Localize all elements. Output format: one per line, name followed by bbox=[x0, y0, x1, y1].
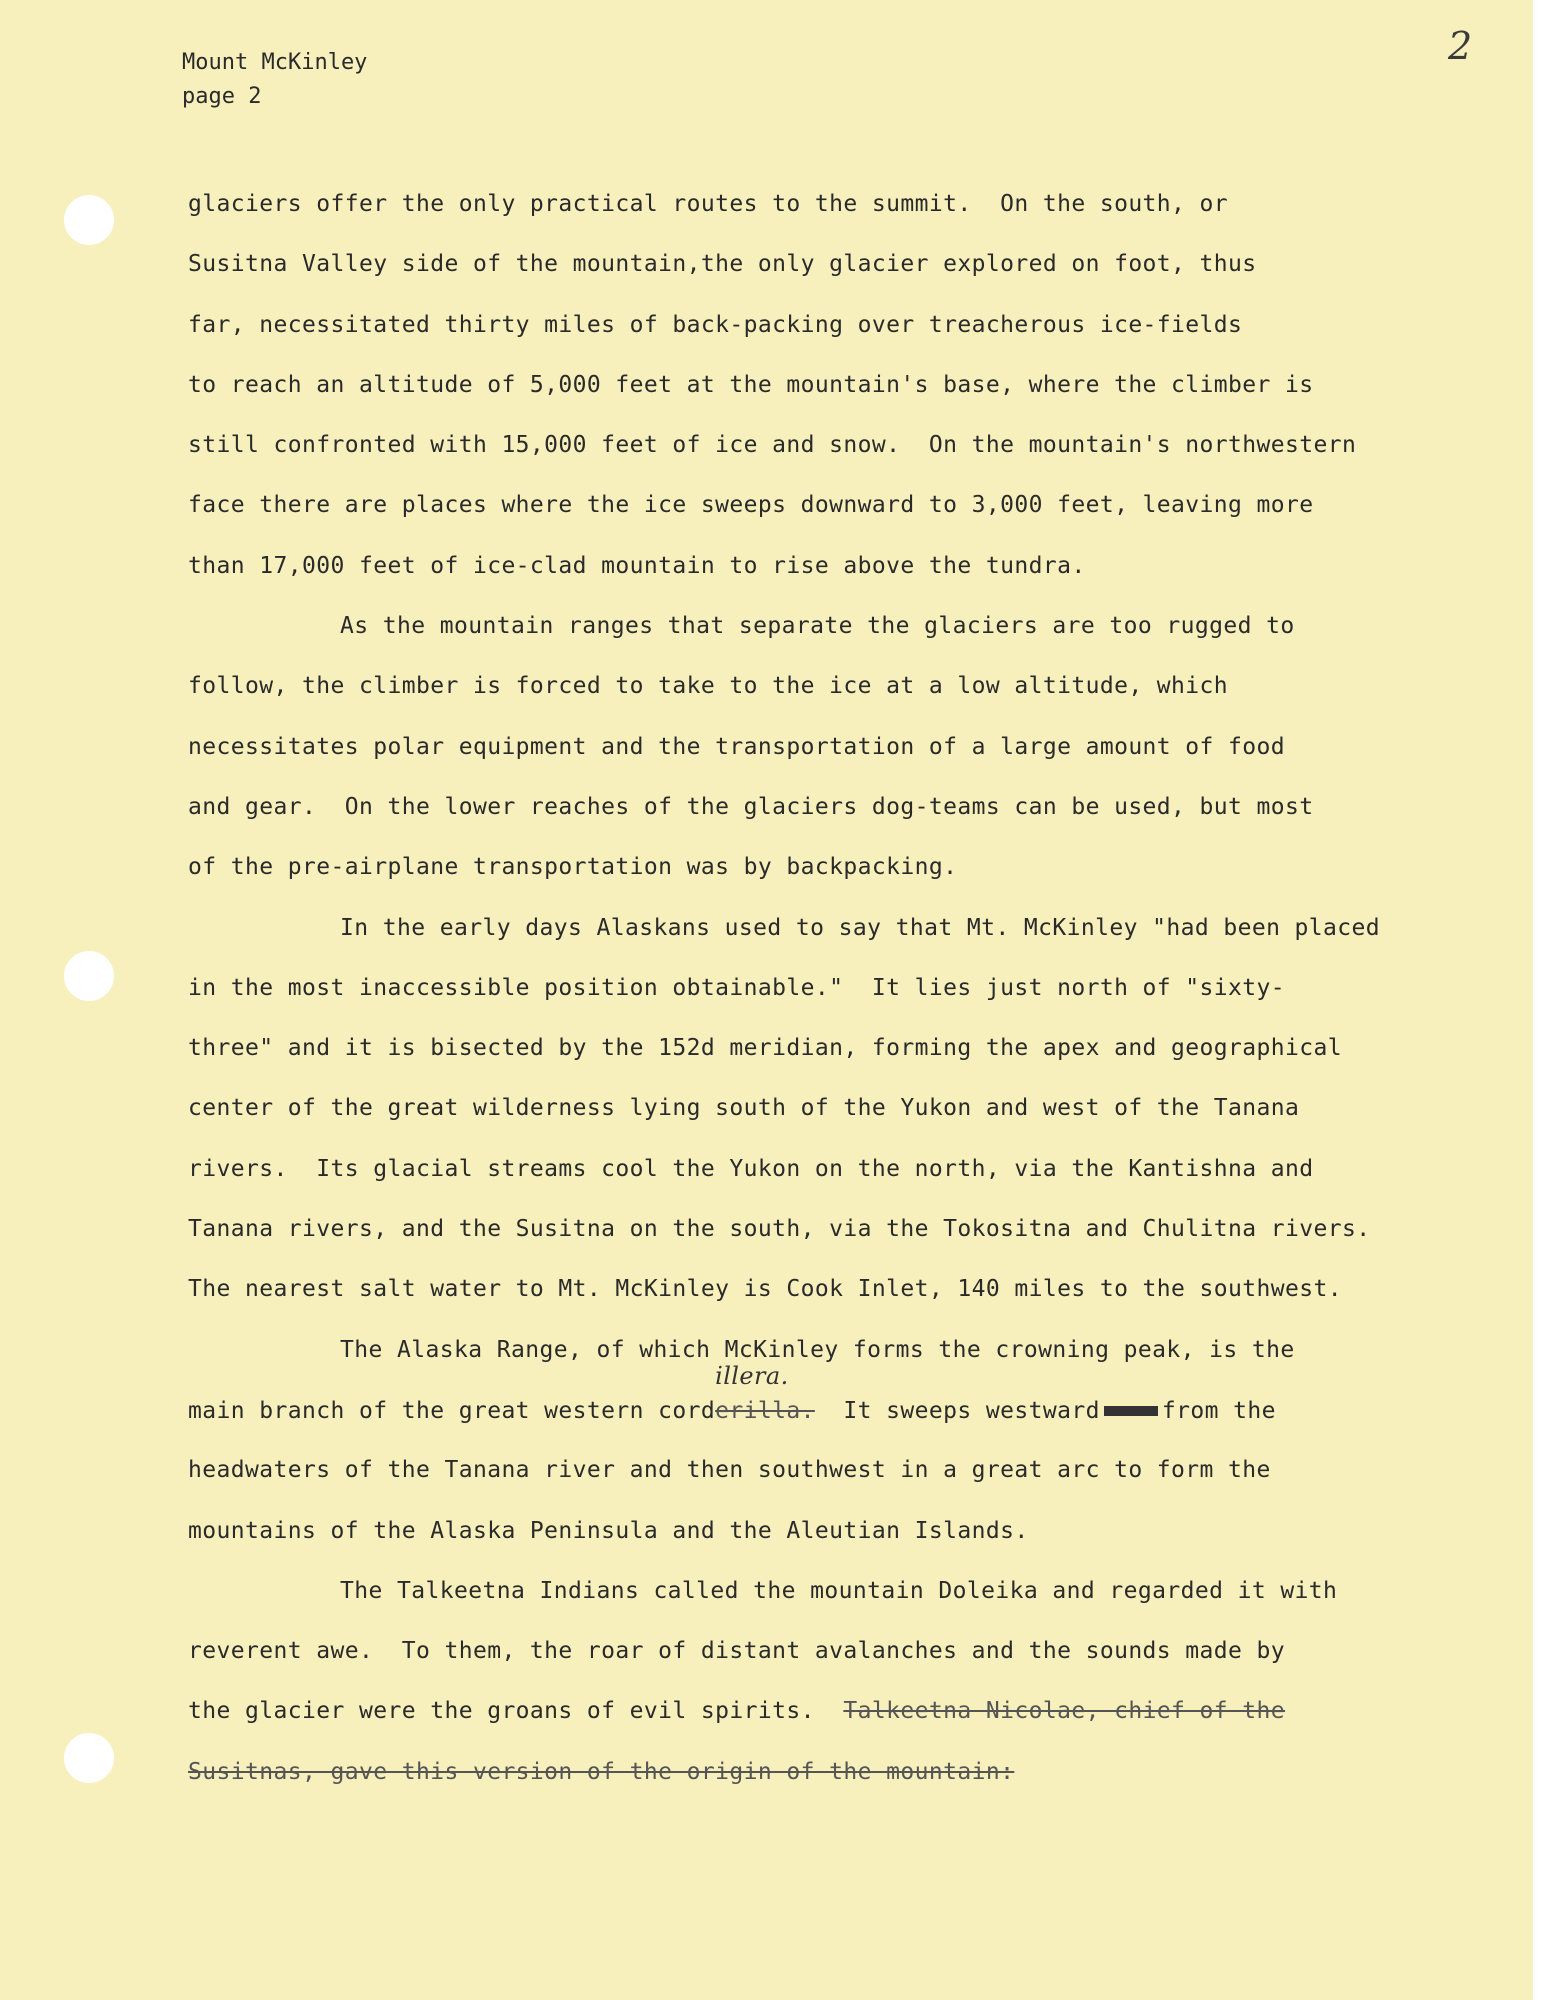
text-line: rivers. Its glacial streams cool the Yukon on the north, via the Kantishna and bbox=[188, 1155, 1314, 1182]
text-line: The Alaska Range, of which McKinley forms the crowning peak, is the bbox=[340, 1336, 1295, 1363]
text-line-edited bbox=[188, 1754, 1498, 1814]
binder-hole-top bbox=[64, 195, 114, 245]
text-line: The Talkeetna Indians called the mountain Doleika and regarded it with bbox=[340, 1577, 1338, 1604]
text-line: and gear. On the lower reaches of the glaciers dog-teams can be used, but most bbox=[188, 793, 1314, 820]
text-line: glaciers offer the only practical routes to the summit. On the south, or bbox=[188, 191, 1229, 217]
text-segment: from the bbox=[1161, 1397, 1276, 1424]
text-line: than 17,000 feet of ice-clad mountain to rise above the tundra. bbox=[188, 552, 1086, 579]
text-line: still confronted with 15,000 feet of ice and snow. On the mountain's northwestern bbox=[188, 432, 1357, 459]
typed-strikeout-mark bbox=[1104, 1406, 1158, 1416]
struck-text: Talkeetna Nicolae, chief of the bbox=[843, 1698, 1286, 1725]
text-line: to reach an altitude of 5,000 feet at the mountain's base, where the climber is bbox=[188, 371, 1314, 398]
handwritten-page-number: 2 bbox=[1448, 24, 1473, 68]
text-line: center of the great wilderness lying south of the Yukon and west of the Tanana bbox=[188, 1095, 1300, 1122]
text-line: necessitates polar equipment and the transportation of a large amount of food bbox=[188, 733, 1286, 760]
text-line: far, necessitated thirty miles of back-packing over treacherous ice-fields bbox=[188, 311, 1243, 338]
text-line: three" and it is bisected by the 152d meridian, forming the apex and geographical bbox=[188, 1035, 1343, 1062]
page-label: page 2 bbox=[182, 84, 262, 109]
text-line: follow, the climber is forced to take to the ice at a low altitude, which bbox=[188, 673, 1229, 700]
text-line: The nearest salt water to Mt. McKinley is Cook Inlet, 140 miles to the southwest. bbox=[188, 1276, 1343, 1303]
text-line: Tanana rivers, and the Susitna on the south, via the Tokositna and Chulitna rivers. bbox=[188, 1216, 1371, 1243]
text-line: in the most inaccessible position obtainable." It lies just north of "sixty- bbox=[188, 974, 1286, 1001]
text-segment: the glacier were the groans of evil spirits. bbox=[188, 1698, 844, 1725]
text-line: headwaters of the Tanana river and then southwest in a great arc to form the bbox=[188, 1457, 1271, 1484]
binder-hole-bottom bbox=[64, 1733, 114, 1783]
text-line-edited: main branch of the great western cordillera.erilla. It sweeps westward from the bbox=[188, 1361, 1276, 1424]
text-line: face there are places where the ice sweeps downward to 3,000 feet, leaving more bbox=[188, 492, 1314, 519]
text-line: As the mountain ranges that separate the glaciers are too rugged to bbox=[340, 613, 1295, 640]
text-line: of the pre-airplane transportation was by backpacking. bbox=[188, 854, 958, 881]
page-header bbox=[182, 46, 367, 114]
text-line: Susitna Valley side of the mountain,the only glacier explored on foot, thus bbox=[188, 251, 1257, 278]
text-segment: main branch of the great western cord bbox=[188, 1397, 716, 1424]
binder-hole-middle bbox=[64, 951, 114, 1001]
page-edge bbox=[1533, 0, 1545, 2000]
struck-text: erilla. bbox=[715, 1397, 815, 1424]
struck-text: Susitnas, gave this version of the origin of the mountain: bbox=[188, 1758, 1015, 1785]
text-line: mountains of the Alaska Peninsula and the Aleutian Islands. bbox=[188, 1517, 1029, 1544]
document-title: Mount McKinley bbox=[182, 50, 368, 75]
text-line: reverent awe. To them, the roar of distant avalanches and the sounds made by bbox=[188, 1638, 1286, 1665]
text-line: In the early days Alaskans used to say that Mt. McKinley "had been placed bbox=[340, 914, 1381, 941]
document-body bbox=[188, 186, 1498, 1814]
text-line-edited bbox=[188, 1693, 1498, 1753]
text-segment: It sweeps westward bbox=[814, 1397, 1100, 1424]
